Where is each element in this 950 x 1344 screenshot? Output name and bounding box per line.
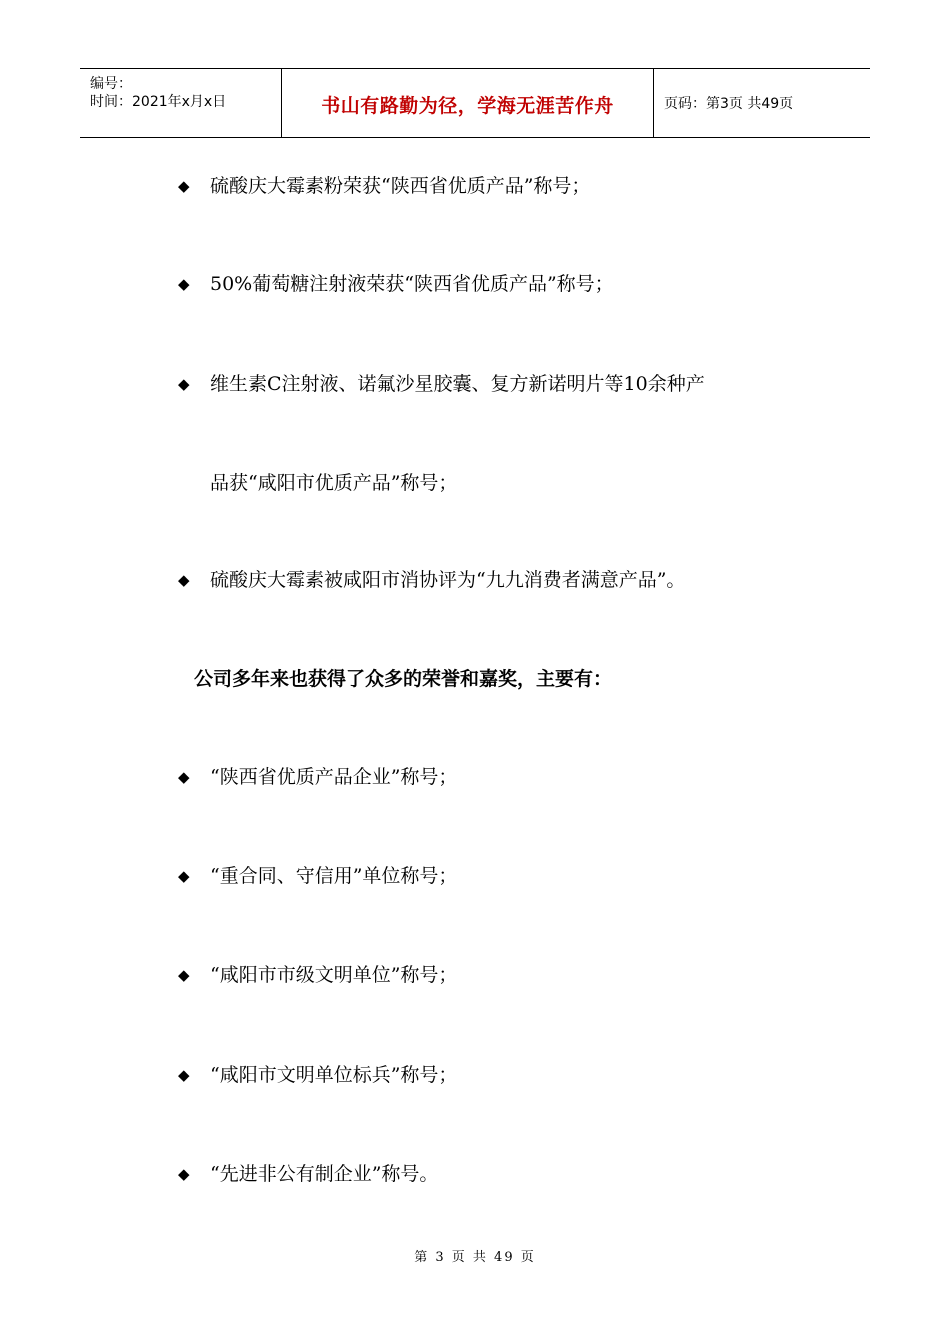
list-item-text: 50%葡萄糖注射液荣获“陕西省优质产品”称号；	[210, 273, 614, 295]
list-item-text: “先进非公有制企业”称号。	[210, 1163, 439, 1185]
diamond-bullet-icon: ◆	[178, 867, 190, 885]
list-item	[178, 372, 705, 396]
list-item	[178, 272, 614, 296]
diamond-bullet-icon: ◆	[178, 1165, 190, 1183]
list-item	[178, 864, 457, 888]
list-item-text: “陕西省优质产品企业”称号；	[210, 766, 458, 788]
list-item	[178, 568, 685, 592]
header-motto: 书山有路勤为径，学海无涯苦作舟	[321, 95, 614, 117]
diamond-bullet-icon: ◆	[178, 571, 190, 589]
header-time-label: 时间：2021年x月x日	[90, 94, 227, 110]
list-item-text: “咸阳市市级文明单位”称号；	[210, 964, 458, 986]
list-item-text: 硫酸庆大霉素粉荣获“陕西省优质产品”称号；	[210, 175, 591, 197]
list-item-text: “重合同、守信用”单位称号；	[210, 865, 458, 887]
list-item	[178, 963, 457, 987]
header-info-cell	[80, 69, 282, 137]
list-item	[178, 765, 457, 789]
section-heading: 公司多年来也获得了众多的荣誉和嘉奖，主要有：	[194, 668, 613, 690]
list-item-continuation: 品获“咸阳市优质产品”称号；	[210, 472, 458, 494]
list-item	[178, 174, 590, 198]
list-item-text: 维生素C注射液、诺氟沙星胶囊、复方新诺明片等10余种产	[210, 373, 705, 395]
diamond-bullet-icon: ◆	[178, 1066, 190, 1084]
header-motto-cell	[282, 69, 654, 137]
diamond-bullet-icon: ◆	[178, 275, 190, 293]
page-footer: 第 3 页 共 49 页	[414, 1250, 536, 1265]
header-page-cell	[654, 69, 870, 137]
header-page-label: 页码：第3页 共49页	[664, 96, 794, 112]
diamond-bullet-icon: ◆	[178, 177, 190, 195]
list-item	[178, 1162, 438, 1186]
diamond-bullet-icon: ◆	[178, 768, 190, 786]
diamond-bullet-icon: ◆	[178, 966, 190, 984]
header-number-label: 编号：	[90, 76, 132, 92]
document-header	[80, 68, 870, 138]
list-item-text: 硫酸庆大霉素被咸阳市消协评为“九九消费者满意产品”。	[210, 569, 686, 591]
list-item	[178, 1063, 457, 1087]
list-item-text: “咸阳市文明单位标兵”称号；	[210, 1064, 458, 1086]
diamond-bullet-icon: ◆	[178, 375, 190, 393]
